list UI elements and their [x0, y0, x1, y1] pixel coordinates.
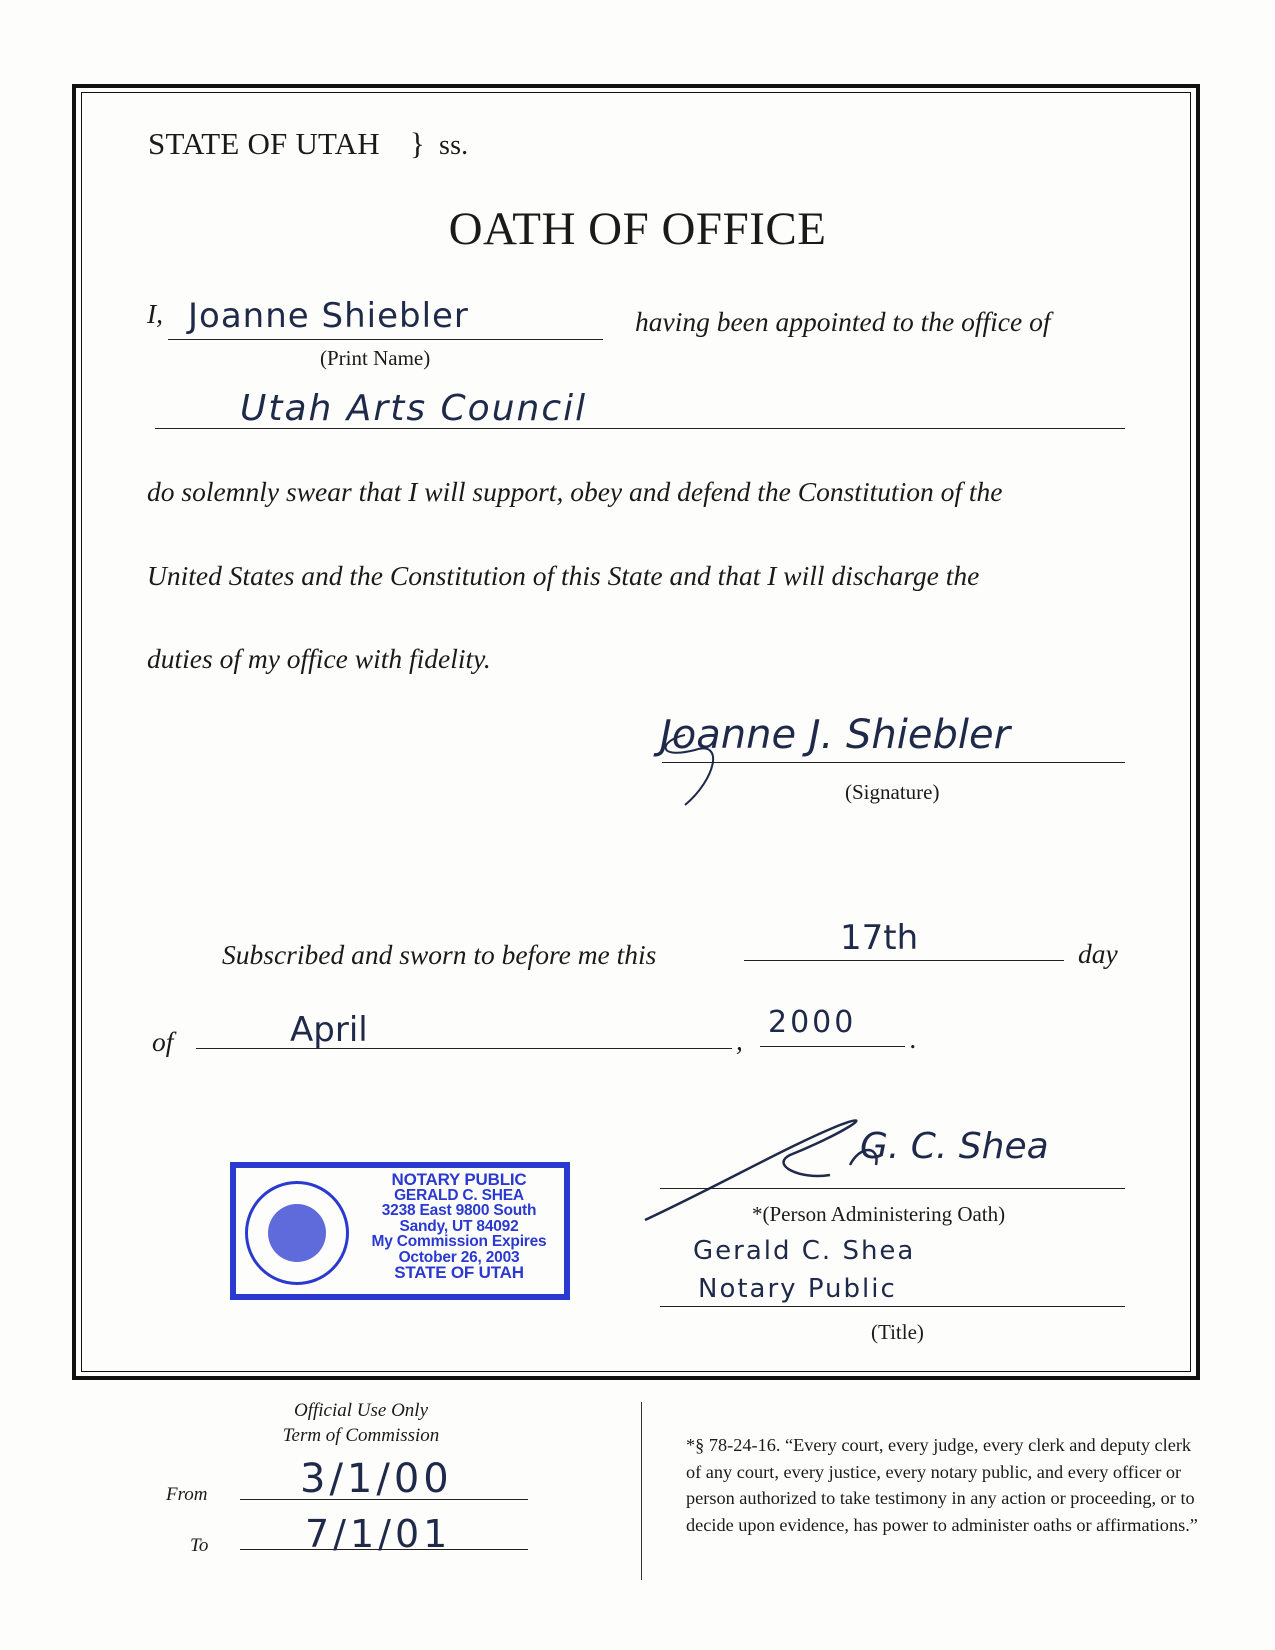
year-line: [760, 1046, 905, 1047]
title-value-2: Notary Public: [698, 1274, 897, 1304]
of-label: of: [152, 1026, 174, 1057]
seal-text: [354, 1172, 564, 1281]
brace: }: [409, 126, 425, 161]
day-line: [744, 960, 1064, 961]
statute-footnote: *§ 78-24-16. “Every court, every judge, every clerk and deputy clerk of any court, every justice, every notary public, and every officer or person authorized to take testimony in any action or proceeding, or to decide upon evidence, has power to administer oaths or affirmations.”: [686, 1435, 1198, 1535]
admin-line: [660, 1188, 1125, 1189]
admin-signature-value: G. C. Shea: [860, 1126, 1049, 1167]
notary-seal: [230, 1162, 570, 1300]
period: .: [910, 1023, 917, 1054]
signature-caption: (Signature): [845, 780, 940, 804]
title-value-1: Gerald C. Shea: [693, 1236, 916, 1266]
seal-line-6: October 26, 2003: [398, 1248, 520, 1266]
subscribed-text: Subscribed and sworn to before me this: [222, 939, 657, 970]
seal-center: [268, 1204, 326, 1262]
office-value: Utah Arts Council: [240, 388, 588, 429]
month-line: [196, 1048, 732, 1049]
oath-line-2: United States and the Constitution of this State and that I will discharge the: [147, 560, 980, 591]
state-name: STATE OF UTAH: [148, 126, 380, 161]
signature-value: Joanne J. Shiebler: [660, 712, 1011, 758]
appointed-text: having been appointed to the office of: [635, 306, 1051, 337]
ss-label: ss.: [438, 130, 469, 161]
divider-line: [641, 1402, 642, 1580]
title-line: [660, 1306, 1125, 1307]
seal-line-1: NOTARY PUBLIC: [391, 1170, 527, 1189]
oath-prefix: I,: [147, 298, 164, 329]
month-value: April: [290, 1010, 368, 1050]
to-value: 7/1/01: [305, 1512, 452, 1556]
title-caption: (Title): [871, 1320, 924, 1344]
official-use-heading: Official Use Only: [293, 1400, 429, 1421]
seal-line-4: Sandy, UT 84092: [399, 1217, 519, 1235]
seal-line-3: 3238 East 9800 South: [381, 1202, 537, 1219]
signature-flourish: [655, 720, 775, 810]
print-name-value: Joanne Shiebler: [188, 296, 469, 336]
seal-line-5: My Commission Expires: [371, 1233, 547, 1250]
from-label: From: [166, 1484, 208, 1505]
from-value: 3/1/00: [300, 1456, 453, 1502]
state-heading: [148, 126, 468, 162]
signature-line: [662, 762, 1125, 763]
state-seal-emblem: [245, 1181, 349, 1285]
seal-line-7: STATE OF UTAH: [394, 1263, 524, 1282]
page-title: OATH OF OFFICE: [448, 203, 827, 255]
oath-line-3: duties of my office with fidelity.: [147, 643, 491, 674]
seal-line-2: GERALD C. SHEA: [394, 1186, 524, 1204]
day-label: day: [1078, 938, 1118, 969]
comma: ,: [736, 1025, 743, 1056]
oath-line-1: do solemnly swear that I will support, obey and defend the Constitution of the: [147, 476, 1003, 507]
print-name-caption: (Print Name): [320, 346, 431, 370]
admin-caption: *(Person Administering Oath): [752, 1202, 1006, 1226]
print-name-line: [168, 339, 603, 340]
term-heading: Term of Commission: [282, 1425, 440, 1446]
to-label: To: [190, 1535, 209, 1556]
year-value: 2000: [768, 1005, 857, 1040]
day-value: 17th: [840, 918, 919, 958]
